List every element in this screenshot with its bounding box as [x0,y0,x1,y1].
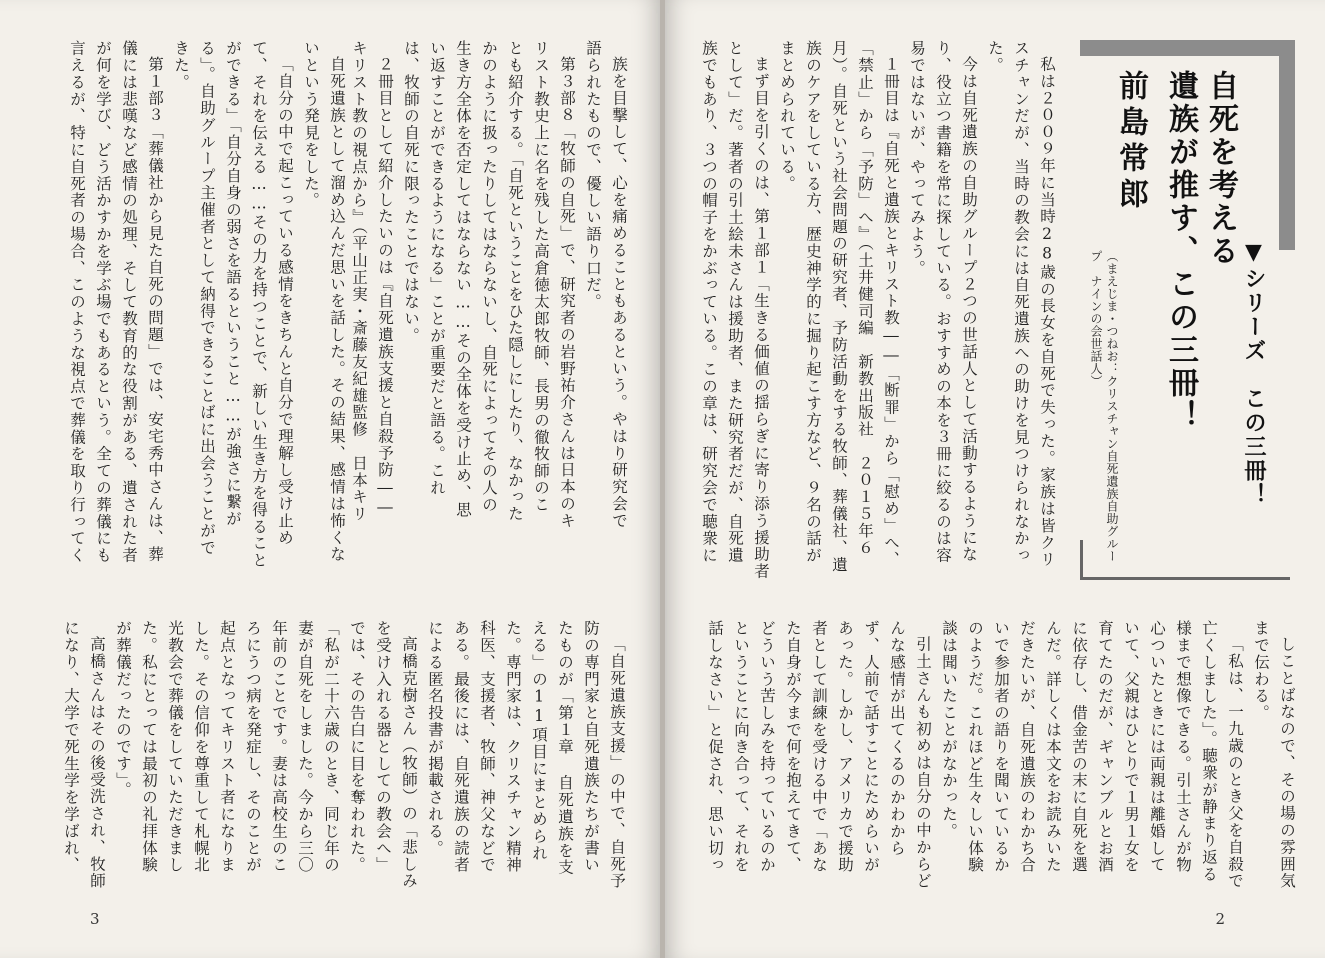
left-page-lower-column [60,620,630,890]
left-upper-left-text-para-1: 「自分の中で起こっている感情をきちんと自分で理解し受け止めて、それを伝える……その力を持つことで、新しい生き方を得ることができる」「自分自身の弱さを語るということ……が強さに繋がる」。自助グループ主催者として納得できることばに出会うことができた。 [172,40,294,569]
left-page-upper-left-column [60,40,350,570]
title-frame-right [1279,40,1295,250]
title-frame-bottom [1080,577,1290,580]
page-number-right: 2 [1215,910,1225,928]
left-lower-text-para-2: 高橋さんはその後受洗され、牧師になり、大学で死生学を学ばれ、 [62,620,106,889]
right-lower-text-para-0: しことばなので、その場の雰囲気まで伝わる。 [1252,620,1296,889]
left-lower-text-para-1: 高橋克樹さん（牧師）の「悲しみを受け入れる器としての教会へ」では、その告白に目を奪われた。「私が二十六歳のとき、同じ年の妻が自死をしました。今から三〇年前のことです。妻は高校生のころにうつ病を発症し、そのことが起点となってキリスト者になりました。その信仰を尊重して札幌北光教会で葬儀をしていただきました。私にとっては最初の礼拝体験が葬儀だったのです」。 [114,620,418,889]
title-frame-top [1080,40,1290,56]
left-upper-right-text-para-1: 第３部８「牧師の自死」で、研究者の岩野祐介さんは日本のキリスト教史上に名を残した高倉徳太郎牧師、長男の徹牧師のことも紹介する。「自死ということをひた隠しにしたり、なかったかのように扱ったりしてはならないし、自死によってその人の生き方全体を否定してはならない……その全体を受け止め、思い返すことができるようになる」ことが重要だと語る。これは、牧師の自死に限ったことではない。 [402,40,576,529]
left-upper-left-text-para-2: 第１部３「葬儀社から見た自死の問題」では、安宅秀中さんは、葬儀には悲嘆など感情の処理、そして教育的な役割がある、遺された者が何を学び、どう活かすかを学ぶ場でもあるという。全ての葬儀にも言えるが、特に自死者の場合、このような視点で葬儀を取り行ってく [68,40,164,564]
left-page-upper-right-column [342,40,632,530]
article-title-line2: 遺族が推す、この三冊！ [1163,70,1198,433]
right-lower-text-para-2: 引土さんも初めは自分の中からどんな感情が出てくるのかわからず、人前で話すことにためらいがあった。しかし、アメリカで援助者として訓練を受ける中で「あなた自身が今まで何を抱えてきて、どういう苦しみを持っているのかということに向き合って、それを話しなさい」と促され、思い切っ [706,620,932,889]
left-page [0,0,660,958]
right-page-lower-column [700,620,1300,890]
left-upper-right-text-para-2: ２冊目として紹介したいのは『自死遺族支援と自殺予防――キリスト教の視点から』（平山正実・斎藤友紀雄監修 日本キリ [350,40,394,523]
left-upper-right-text-para-0: 族を目撃して、心を痛めることもあるという。やはり研究会で語られたもので、優しい語り口だ。 [584,40,628,529]
right-lower-text-para-1: 「私は、一九歳のとき父を自殺で亡くしました」。聴衆が静まり返る様まで想像できる。引土さんが物心ついたときには両親は離婚していて、父親はひとりで１男１女を育てたのだが、ギャンブルとお酒に依存し、借金苦の末に自死を選んだ。詳しくは本文をお読みいただきたいが、自死遺族のわかち合いで参加者の語りを聞いているかのようだ。これほど生々しい体験談は聞いたことがなかった。 [940,620,1244,889]
article-title-block [1080,40,1295,580]
author-note: （まえじま・つねお：クリスチャン自死遺族自助グループ ナインの会世話人） [1089,250,1119,563]
article-title-line1: 自死を考える [1203,70,1238,268]
title-frame-left [1080,540,1083,580]
right-upper-text-para-1: 今は自死遺族の自助グループ２つの世話人として活動するようになり、役立つ書籍を常に探している。おすすめの本を３冊に絞るのは容易ではないが、やってみよう。 [908,40,978,564]
left-upper-left-text-para-0: 自死遺族として溜め込んだ思いを話した。その結果、感情は怖くないという発見をした。 [302,40,346,563]
page-number-left: 3 [90,910,100,928]
left-lower-text-para-0: 「自死遺族支援」の中で、自死予防の専門家と自死遺族たちが書いたものが「第１章 自死遺族を支える」の11項目にまとめられた。専門家は、クリスチャン精神科医、支援者、牧師、神父などである。最後には、自死遺族の読者による匿名投書が掲載される。 [426,620,626,889]
right-upper-text-para-2: １冊目は『自死と遺族とキリスト教――「断罪」から「慰め」へ、「禁止」から「予防」へ』（土井健司編 新教出版社 ２０１５年６月）。自死という社会問題の研究者、予防活動をする牧師、葬儀社、遺族のケアをしている方、歴史神学的に掘り起こす方など、９名の話がまとめられている。 [778,40,900,574]
right-upper-text-para-0: 私は２００９年に当時28歳の長女を自死で失った。家族は皆クリスチャンだが、当時の教会には自死遺族への助けを見つけられなかった。 [986,40,1056,568]
right-upper-text-para-3: まず目を引くのは、第１部１「生きる価値の揺らぎに寄り添う援助者として」だ。著者の引土絵未さんは援助者、また研究者だが、自死遺族でもあり、３つの帽子をかぶっている。この章は、研究会で聴衆に [700,40,770,580]
author-name: 前島常郎 [1113,70,1148,214]
series-label: ▼シリーズ この三冊！ [1241,240,1266,507]
right-page-upper-column [700,40,1060,580]
